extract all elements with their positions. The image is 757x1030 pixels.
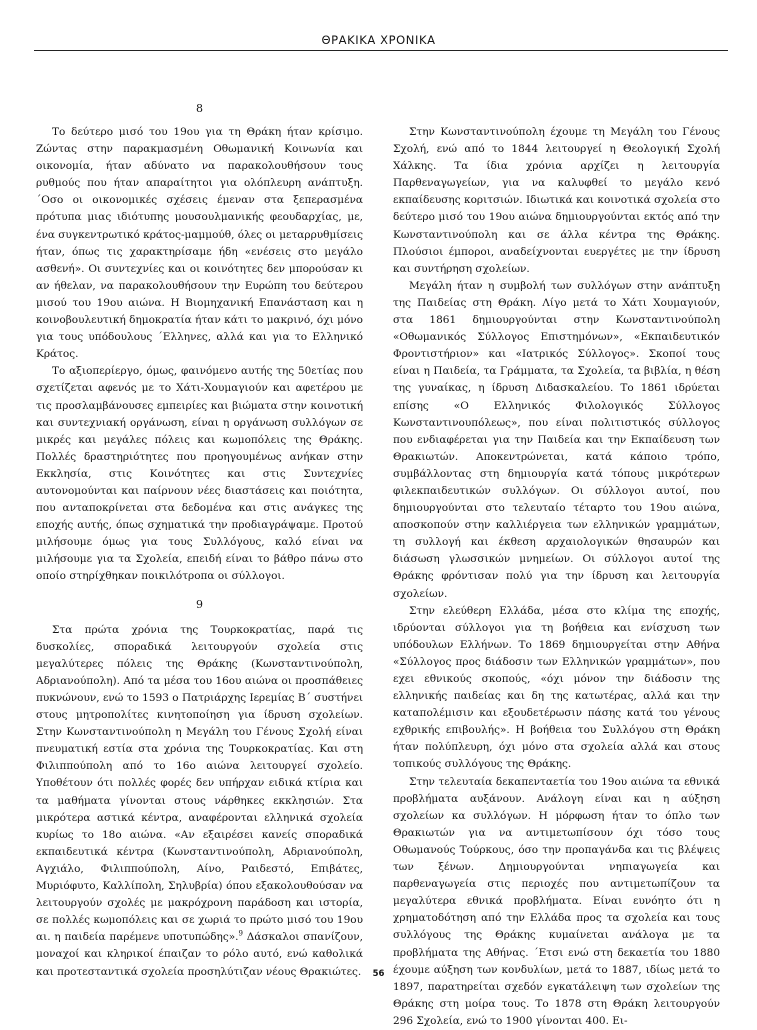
paragraph: Το δεύτερο μισό του 19ου για τη Θράκη ήταν κρίσιμο. Ζώντας στην παρακμασμένη Οθωμανική Κοινωνία και οικονομία, ήταν αδύνατο να παρακολουθήσουν τους ρυθμούς που ήταν απαραίτητοι για ολόπλευρη ανάπτυξη. ΄Οσο οι οικονομικές σχέσεις έμεναν στα ξεπερασμένα πρότυπα μιας ιδιότυπης μουσουλμανικής φεουδαρχίας, με, ένα συγκεντρωτικό κράτος-μαμμούθ, όλες οι μεταρρυθμίσεις ήταν, όπως τις χαρακτηρίσαμε ήδη «ενέσεις στο μεγάλο ασθενή». Οι συντεχνίες και οι κοινότητες δεν μπορούσαν κι αν ήθελαν, να παρακολουθήσουν την Ευρώπη του δεύτερου μισού του 19ου αιώνα. Η Βιομηχανική Επανάσταση και η κοινοβουλευτική δημοκρατία ήταν κάτι το μακρινό, όχι μόνο για τους υπόδουλους ΄Ελληνες, αλλά και για το Ελληνικό Κράτος. (36, 126, 363, 361)
paragraph-text: Δάσκαλοι σπανίζουν, μοναχοί και κληρικοί έπαιζαν το ρόλο αυτό, ενώ καθολικά και προτεσταντικά σχολεία προσηλύτιζαν νέους Θρακιώτες. (36, 931, 363, 978)
footnote-marker: 9 (238, 929, 243, 938)
right-column (393, 124, 720, 1030)
paragraph: Το αξιοπερίεργο, όμως, φαινόμενο αυτής της 50ετίας που σχετίζεται αφενός με το Χάτι-Χουμαγιούν και αφετέρου με τις προσλαμβάνουσες εμπειρίες και βιώματα στην κοινοτική και συντεχνιακή οργάνωση, είναι η οργάνωση συλλόγων σε μικρές και μεγάλες πόλεις και κωμοπόλεις της Θράκης. Πολλές δραστηριότητες που προηγουμένως ανήκαν στην Εκκλησία, στις Κοινότητες και στις Συντεχνίες αυτονομούνται και παίρνουν νέες διαστάσεις και ποιότητα, που ανταποκρίνεται στα δεδομένα και στις ανάγκες της εποχής αυτής, όπως σχηματικά την προδιαγράψαμε. Προτού μιλήσουμε όμως για τους Συλλόγους, καλό είναι να μιλήσουμε για τα Σχολεία, επειδή είναι το βάθρο πάνω στο οποίο στηρίχθηκαν ποικιλότροπα οι σύλλογοι. (36, 365, 363, 583)
paragraph-text: Στα πρώτα χρόνια της Τουρκοκρατίας, παρά τις δυσκολίες, σποραδικά λειτουργούν σχολεία στις μεγαλύτερες πόλεις της Θράκης (Κωνσταντινούπολη, Αδριανούπολη). Από τα μέσα του 16ου αιώνα οι προσπάθειες πυκνώνουν, ενώ το 1593 ο Πατριάρχης Ιερεμίας Β΄ συστήνει στους μητροπολίτες κινητοποίηση για ίδρυση σχολείων. Στην Κωνσταντινούπολη η Μεγάλη του Γένους Σχολή είναι πνευματική εστία στα χρόνια της Τουρκοκρατίας. Και στη Φιλιππούπολη από το 16ο αιώνα λειτουργεί σχολείο. Υποθέτουν ότι πολλές φορές δεν υπήρχαν ειδικά κτίρια και τα μαθήματα γίνονται στους νάρθηκες εκκλησιών. Στα μικρότερα αστικά κέντρα, αναφέρονται ελληνικά σχολεία κυρίως το 18ο αιώνα. «Αν εξαιρέσει κανείς σποραδικά εκπαιδευτικά κέντρα (Κωνσταντινούπολη, Αδριανούπολη, Αγχιάλο, Φιλιππούπολη, Αίνο, Ραιδεστό, Επιβάτες, Μυριόφυτο, Καλλίπολη, Σηλυβρία) όπου εξακολουθούσαν να λειτουργούν σχολές με μακρόχρονη παράδοση και ιστορία, σε πολλές κωμοπόλεις και σε χωριά το πρώτο μισό του 19ου αι. η παιδεία παρέμενε υποτυπώδης». (36, 623, 363, 944)
paragraph: Μεγάλη ήταν η συμβολή των συλλόγων στην ανάπτυξη της Παιδείας στη Θράκη. Λίγο μετά το Χάτι Χουμαγιούν, στα 1861 δημιουργούνται στην Κωνσταντινούπολη «Οθωμανικός Σύλλογος Επιστημόνων», «Εκπαιδευτικόν Φροντιστήριον» και «Ιατρικός Σύλλογος». Σκοποί τους είναι η Παιδεία, τα Γράμματα, τα Σχολεία, τα βιβλία, η θέση της γυναίκας, η ίδρυση Διδασκαλείου. Το 1861 ιδρύεται επίσης «Ο Ελληνικός Φιλολογικός Σύλλογος Κωνσταντινουπόλεως», που είναι πολιτιστικός σύλλογος που ενδιαφέρεται για την Παιδεία και την Εκπαίδευση των Θρακιωτών. Αποκεντρώνεται, κατά κάποιο τρόπο, συμβάλλοντας στη δημιουργία κατά τόπους μικρότερων φιλεκπαιδευτικών συλλόγων. Οι σύλλογοι αυτοί, που δημιουργούνται στο τελευταίο τέταρτο του 19ου αιώνα, αποσκοπούν στην καλλιέργεια των ελληνικών γραμμάτων, τη συλλογή και έκθεση αρχαιολογικών θησαυρών και διάσωση γλωσσικών μνημείων. Οι σύλλογοι αυτοί της Θράκης φρόντισαν πολύ για την ίδρυση και λειτουργία σχολείων. (393, 279, 720, 600)
paragraph: Στην Κωνσταντινούπολη έχουμε τη Μεγάλη του Γένους Σχολή, ενώ από το 1844 λειτουργεί η Θεολογική Σχολή Χάλκης. Τα ίδια χρόνια αρχίζει η λειτουργία Παρθεναγωγείων, για να καλυφθεί το μεγάλο κενό εκπαίδευσης κοριτσιών. Ιδιωτικά και κοινοτικά σχολεία στο δεύτερο μισό του 19ου αιώνα δημιουργούνται εκτός από την Κωνσταντινούπολη και σε άλλα κέντρα της Θράκης. Πλούσιοι έμποροι, αναδείχνονται ευεργέτες με την ίδρυση και συντήρηση σχολείων. (393, 126, 720, 275)
paragraph: Στην τελευταία δεκαπενταετία του 19ου αιώνα τα εθνικά προβλήματα αυξάνουν. Ανάλογη είναι και η αύξηση σχολείων κα συλλόγων. Η μόρφωση ήταν το όπλο των Θρακιωτών για να αντιμετωπίσουν όχι τόσο τους Οθωμανούς Τούρκους, όσο την προπαγάνδα και τις βλέψεις των ξένων. Δημιουργούνται νηπιαγωγεία και παρθεναγωγεία στις περιοχές που αντιμετωπίζουν τα μεγαλύτερα εθνικά προβλήματα. Είναι ευνόητο ότι η χρηματοδότηση από την Ελλάδα προς τα σχολεία και τους συλλόγους της Θράκης κυμαίνεται ανάλογα με τα προβλήματα της Αθήνας. ΄Ετσι ενώ στη δεκαετία του 1880 έχουμε αύξηση των κονδυλίων, μετά το 1887, ιδίως μετά το 1897, παρατηρείται σχεδόν εγκατάλειψη των σχολείων της Θράκης στη μοίρα τους. Το 1878 στη Θράκη λειτουργούν 296 Σχολεία, ενώ το 1900 γίνονται 400. Ει- (393, 775, 720, 1027)
section-number-8: 8 (196, 102, 203, 115)
running-header-title: ΘΡΑΚΙΚΑ ΧΡΟΝΙΚΑ (321, 33, 436, 47)
paragraph: Στην ελεύθερη Ελλάδα, μέσα στο κλίμα της εποχής, ιδρύονται σύλλογοι για τη βοήθεια και ενίσχυση των υπόδουλων Ελλήνων. Το 1869 δημιουργείται στην Αθήνα «Σύλλογος προς διάδοσιν των Ελληνικών γραμμάτων», που εχει εθνικούς σκοπούς, «όχι μόνον την διάδοσιν της ελληνικής παιδείας και δη της κατωτέρας, αλλά και την καταπολέμισιν και εξουδετέρωσιν πάσης κατά του γένους εχθρικής επιβουλής». Η βοήθεια του Συλλόγου στη Θράκη ήταν πολύπλευρη, όχι μόνο στα σχολεία αλλά και στους τοπικούς συλλόγους της Θράκης. (393, 604, 720, 771)
page-number: 56 (372, 969, 385, 979)
header-divider (34, 50, 728, 51)
paragraph (36, 622, 363, 981)
section-number-9: 9 (196, 597, 203, 611)
left-column (36, 124, 363, 981)
